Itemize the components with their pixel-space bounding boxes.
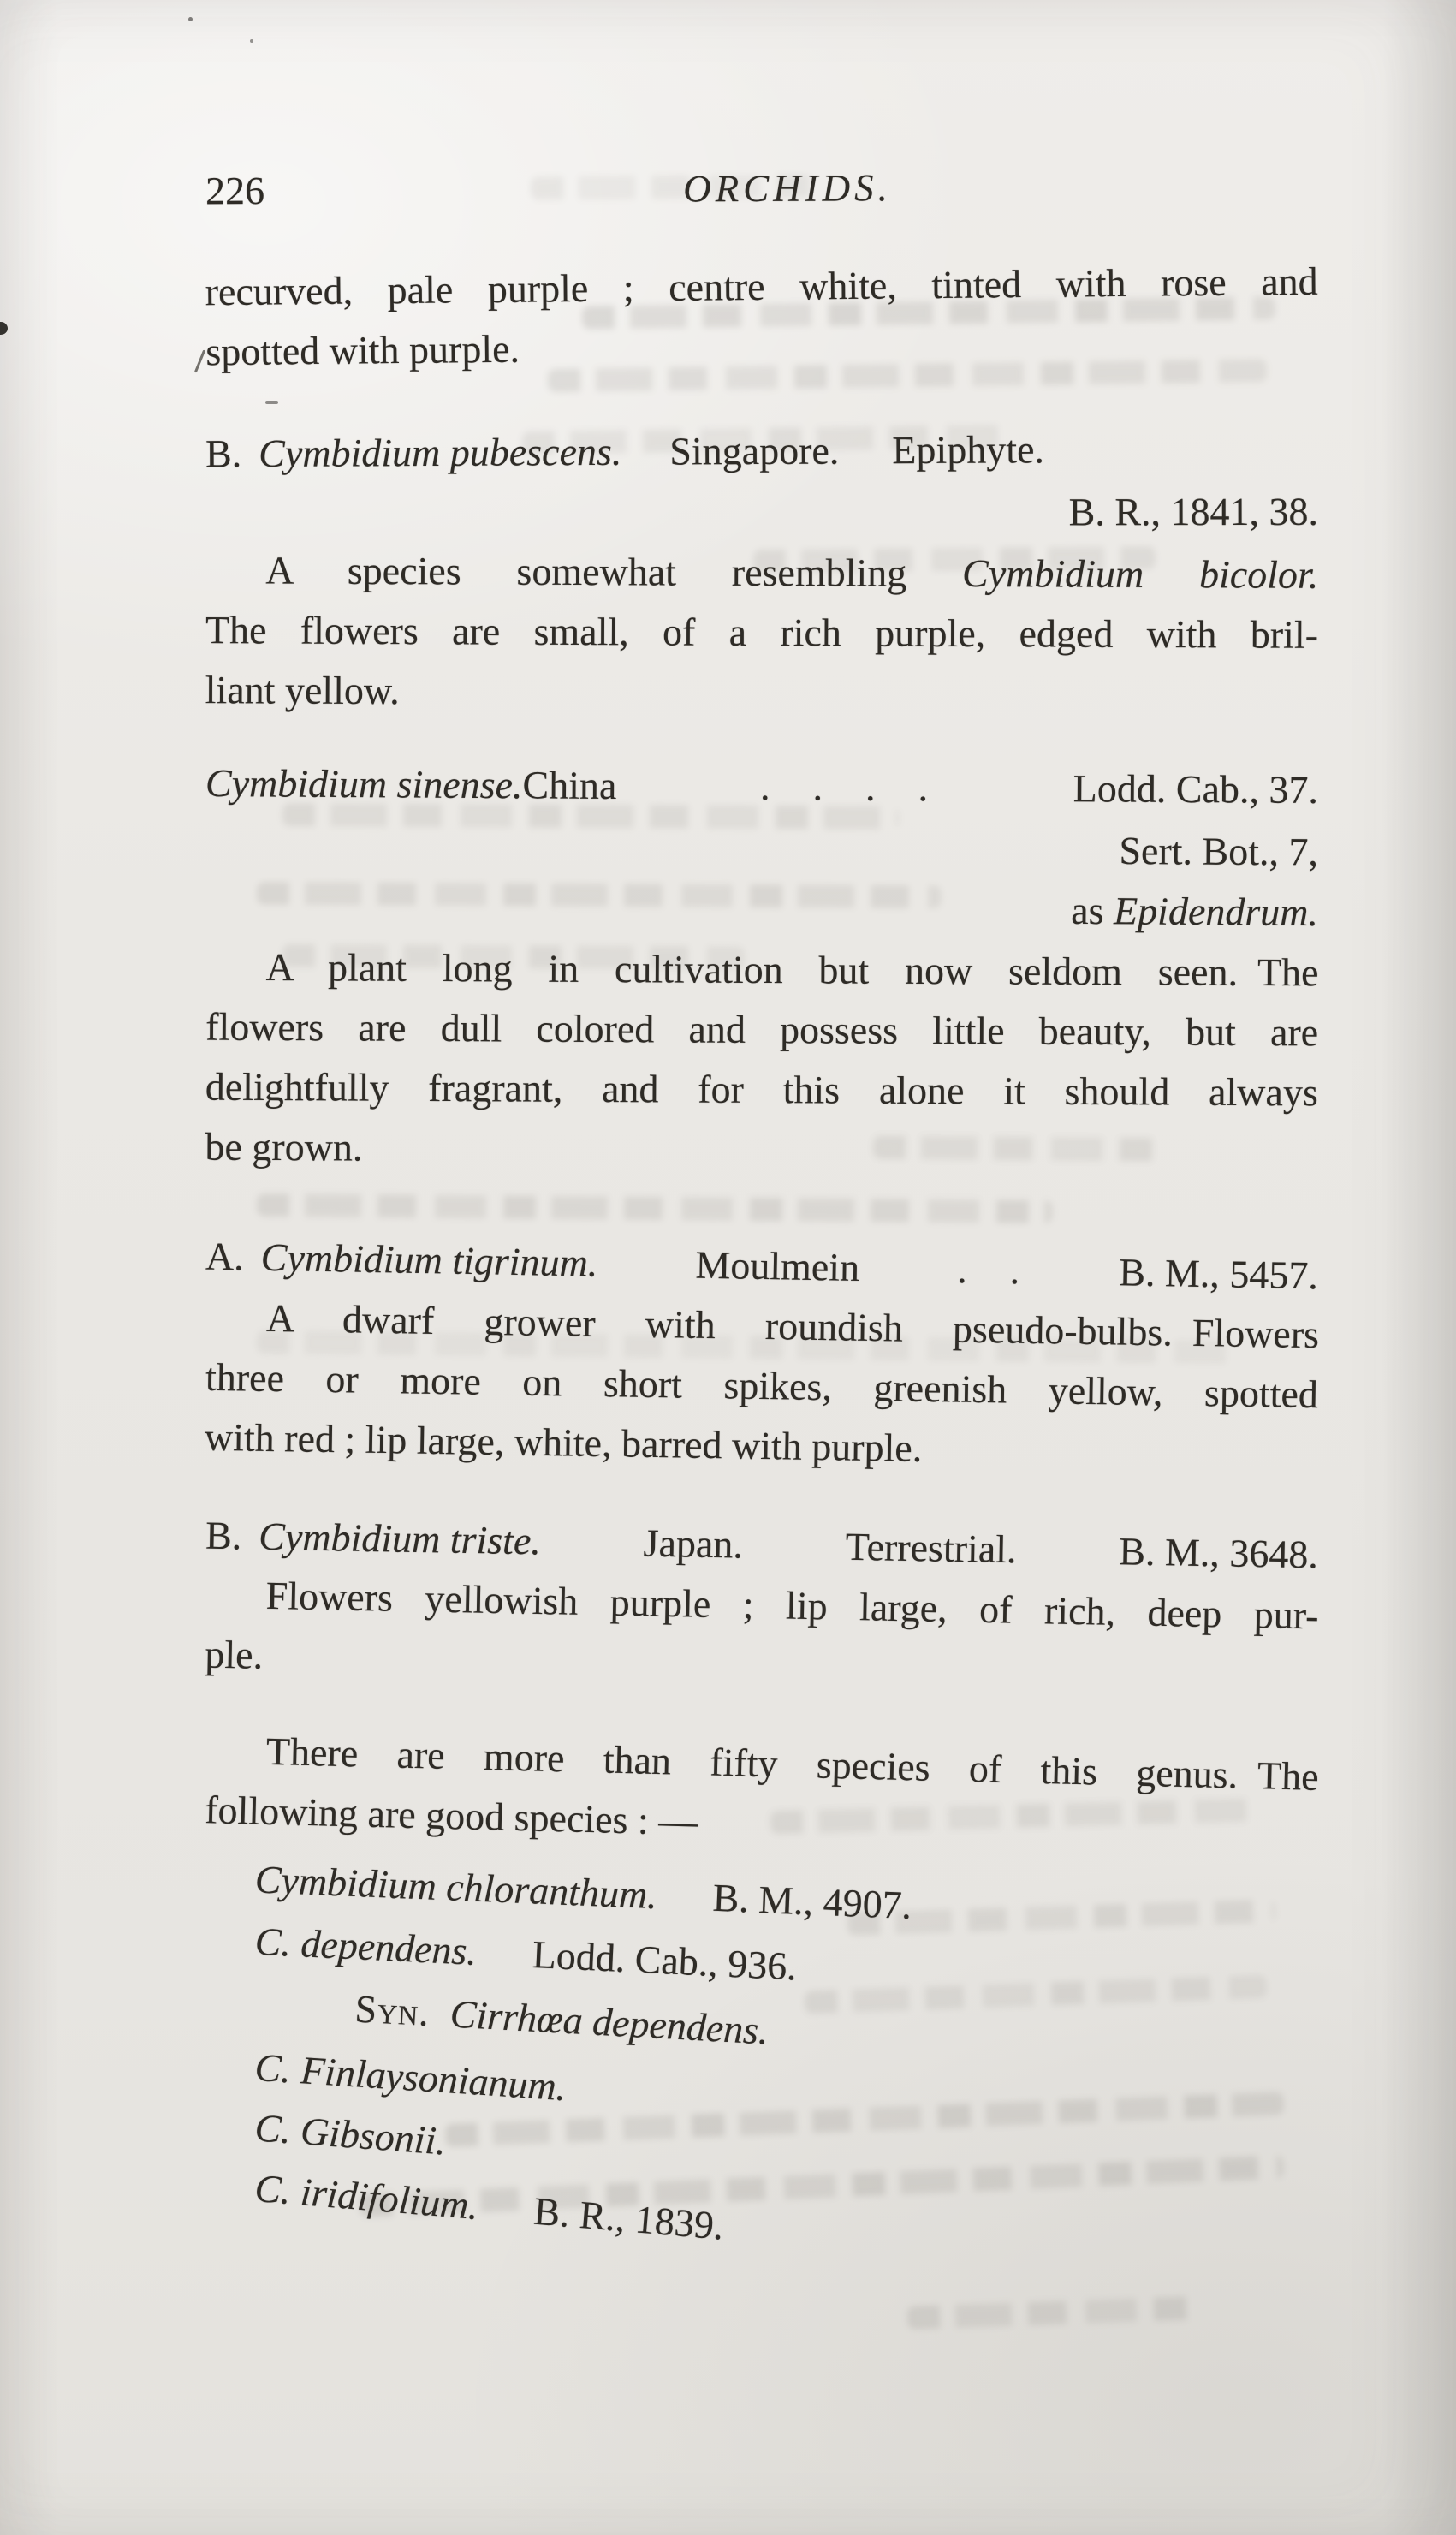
locality: Singapore. [669,428,840,473]
text-line: delightfully fragrant, and for this alone it should always [205,1064,1318,1115]
scan-speck [188,17,193,21]
reference: Lodd. Cab., 936. [531,1932,799,1989]
text-line: three or more on short spikes, greenish yellow, spotted [205,1354,1319,1417]
text-line: flowers are dull colored and possess little beauty, but are [205,1004,1319,1055]
entry-description-sinense [205,937,1318,1183]
species-name: C. iridifolium. [253,2165,481,2229]
habit: Terrestrial. [845,1524,1017,1572]
grade-prefix: B. [205,431,242,476]
grade-prefix: A. [205,1234,245,1279]
reference: B. R., 1839. [532,2188,726,2248]
page-content [205,0,1318,2535]
text-line: with red ; lip large, white, barred with purple. [204,1414,923,1470]
entry-description-tigrinum [204,1288,1319,1485]
text-line: There are more than fifty species of this genus. The [265,1729,1320,1799]
text-line: ple. [204,1632,264,1677]
species-name: Cymbidium tigrinum. [260,1235,598,1285]
species-and-locality [205,753,617,816]
locality: Moulmein [695,1242,860,1289]
entry-heading-pubescens [205,419,1318,485]
leader-dots: . . . . [759,764,930,810]
species-name: C. dependens. [253,1919,478,1973]
reference: B. M., 5457. [1118,1250,1319,1298]
text-line: spotted with purple. [205,326,520,374]
genus-name-inline: Epidendrum. [1113,889,1319,935]
text-line: Flowers yellowish purple ; lip large, of rich, deep pur- [265,1573,1320,1638]
continuation-paragraph [205,252,1318,382]
species-group [205,1506,541,1572]
species-name: Cymbidium sinense. [205,761,523,807]
species-name-inline: Cymbidium bicolor. [961,551,1319,597]
locality: China [522,763,617,807]
grade-prefix: B. [205,1513,242,1558]
closing-paragraph [204,1720,1319,1867]
synonym-label: Syn. [354,1986,431,2035]
reference-line: Sert. Bot., 7, [1119,828,1319,874]
species-name: C. Finlaysonianum. [253,2044,568,2110]
species-group [205,1227,597,1294]
text-line: following are good species : — [204,1788,698,1844]
text-line [205,540,1318,605]
running-head: ORCHIDS. [682,166,892,211]
species-name: Cymbidium triste. [258,1514,542,1563]
reference [500,2123,503,2167]
scan-speck [0,322,8,335]
species-name: Cymbidium chloranthum. [253,1857,658,1918]
text-line: recurved, pale purple ; centre white, tinted with rose and [205,259,1318,314]
leader-dots: . . [956,1247,1022,1293]
text-line: liant yellow. [205,668,400,713]
species-name: Cymbidium pubescens. [259,429,622,476]
page-number: 226 [205,169,265,213]
reference: Lodd. Cab., 37. [1073,766,1319,812]
stray-ink-mark [194,349,205,372]
entry-heading-sinense [205,753,1318,820]
text-line: The flowers are small, of a rich purple, edged with bril- [205,608,1319,657]
text-line: A plant long in cultivation but now seldom seen. The [265,944,1319,995]
reference: B. M., 4907. [711,1875,913,1928]
entry-description-triste [205,1565,1319,1706]
text-line: be grown. [205,1124,363,1169]
text-line: A dwarf grower with roundish pseudo-bulbs. Flowers [265,1295,1320,1357]
reference [621,2068,623,2112]
text-fragment: as [1071,888,1104,933]
page-header [205,156,1318,222]
synonym-name: Cirrhœa dependens. [449,1991,770,2053]
species-name: C. Gibsonii. [253,2105,448,2163]
reference-line [205,874,1319,943]
habit: Epiphyte. [892,427,1045,473]
text-fragment: A species somewhat resembling [265,548,907,595]
reference: B. M., 3648. [1118,1529,1319,1577]
reference-line: B. R., 1841, 38. [1068,489,1319,534]
entry-description-pubescens [205,540,1319,725]
locality: Japan. [643,1520,744,1567]
